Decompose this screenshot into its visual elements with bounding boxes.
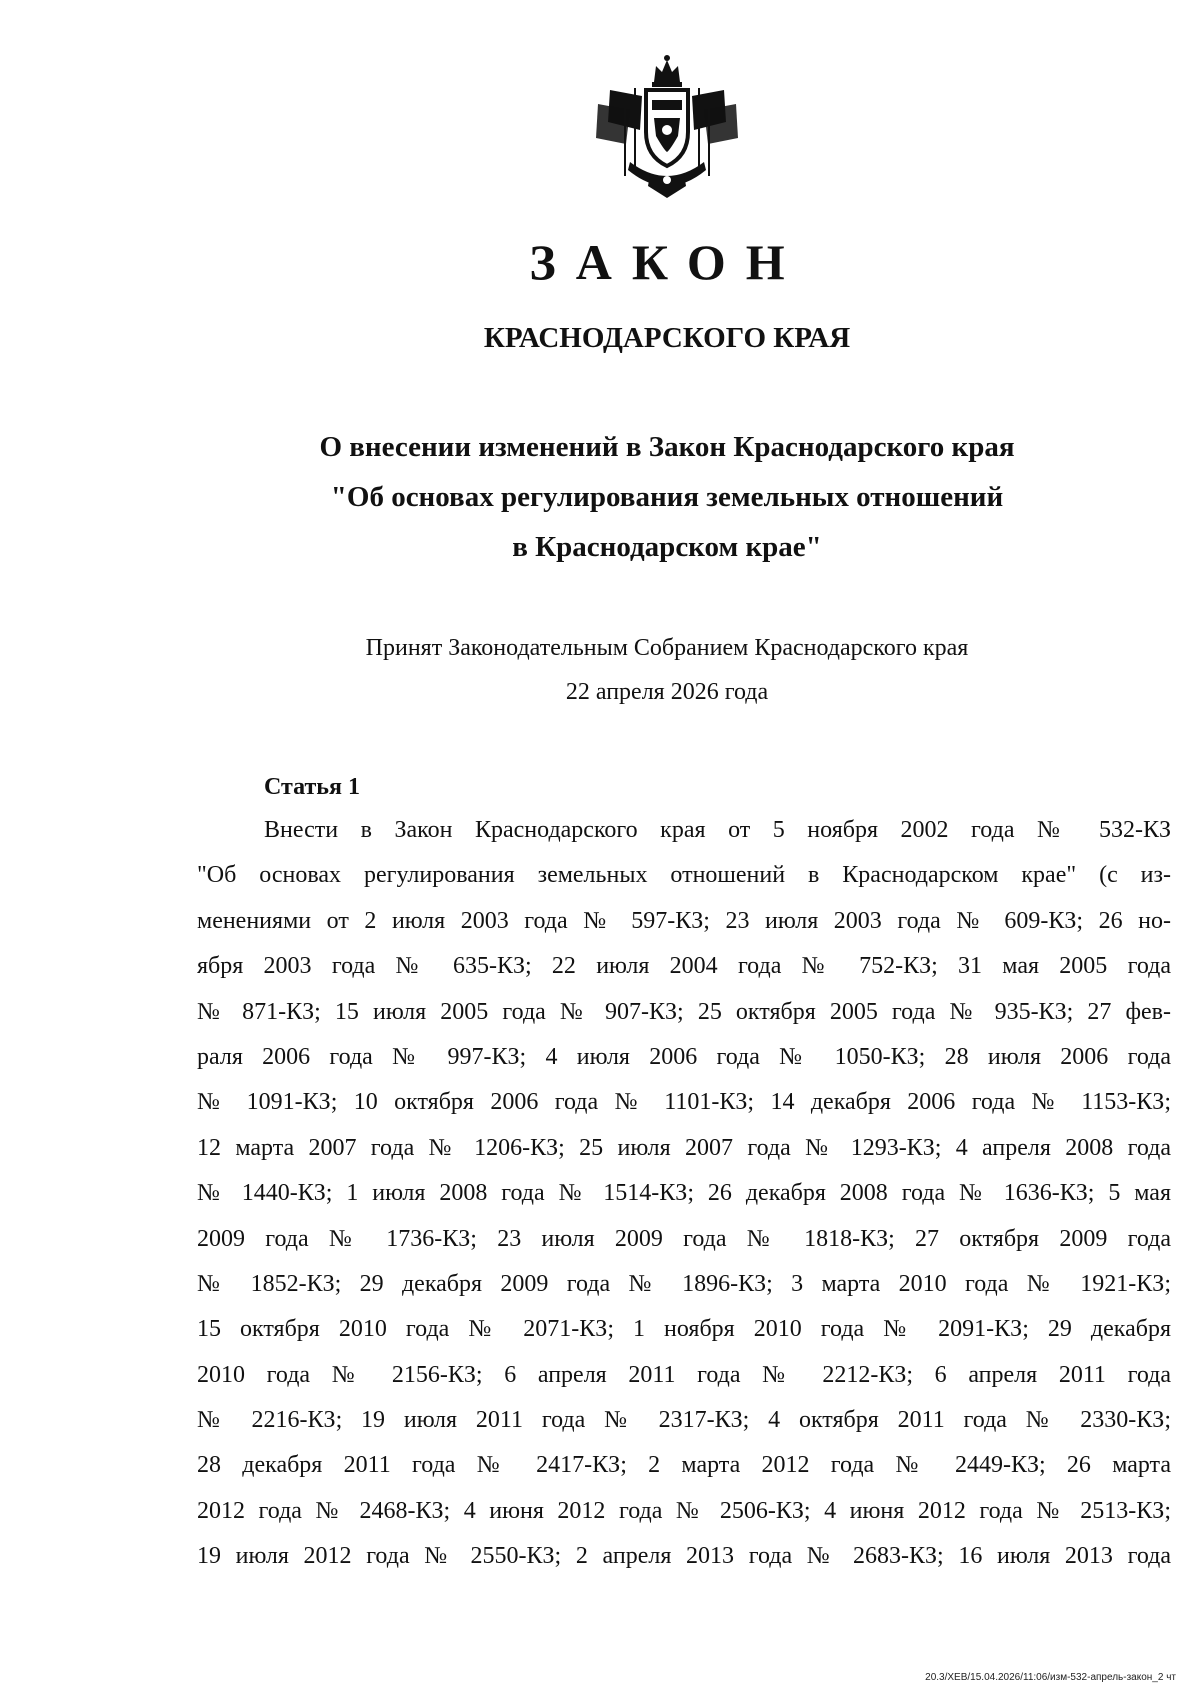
law-title-line: "Об основах регулирования земельных отношений bbox=[330, 481, 1004, 513]
body-text-line: 12 марта 2007 года № 1206-КЗ; 25 июля 2007 года № 1293-КЗ; 4 апреля 2008 года bbox=[197, 1134, 1171, 1161]
adoption-note bbox=[0, 626, 1200, 714]
body-text-line: 2012 года № 2468-КЗ; 4 июня 2012 года № 2506-КЗ; 4 июня 2012 года № 2513-КЗ; bbox=[197, 1497, 1171, 1524]
body-text-line: № 1852-КЗ; 29 декабря 2009 года № 1896-КЗ; 3 марта 2010 года № 1921-КЗ; bbox=[197, 1270, 1171, 1297]
coat-of-arms-icon bbox=[590, 52, 744, 202]
body-text-line: 28 декабря 2011 года № 2417-КЗ; 2 марта 2012 года № 2449-КЗ; 26 марта bbox=[197, 1452, 1171, 1479]
law-title-line: О внесении изменений в Закон Краснодарского края bbox=[319, 431, 1015, 463]
body-text-line: ября 2003 года № 635-КЗ; 22 июля 2004 года № 752-КЗ; 31 мая 2005 года bbox=[197, 953, 1171, 980]
body-text-line: 15 октября 2010 года № 2071-КЗ; 1 ноября 2010 года № 2091-КЗ; 29 декабря bbox=[197, 1316, 1171, 1343]
article-body bbox=[197, 808, 1171, 1580]
law-title bbox=[0, 422, 1200, 572]
law-title-line: в Краснодарском крае" bbox=[512, 531, 822, 563]
article-heading: Статья 1 bbox=[264, 774, 360, 800]
body-text-line: Внести в Закон Краснодарского края от 5 ноября 2002 года № 532-КЗ bbox=[264, 817, 1171, 843]
body-text-line: менениями от 2 июля 2003 года № 597-КЗ; 23 июля 2003 года № 609-КЗ; 26 но- bbox=[197, 907, 1171, 934]
body-text-line: раля 2006 года № 997-КЗ; 4 июля 2006 года № 1050-КЗ; 28 июля 2006 года bbox=[197, 1043, 1171, 1070]
adoption-date: 22 апреля 2026 года bbox=[565, 679, 769, 705]
body-text-line: 2009 года № 1736-КЗ; 23 июля 2009 года № 1818-КЗ; 27 октября 2009 года bbox=[197, 1225, 1171, 1252]
body-text-line: 19 июля 2012 года № 2550-КЗ; 2 апреля 2013 года № 2683-КЗ; 16 июля 2013 года bbox=[197, 1543, 1171, 1570]
footer-stamp: 20.3/ХЕВ/15.04.2026/11:06/изм-532-апрель-закон_2 чт bbox=[925, 1672, 1176, 1683]
body-text-line: № 2216-КЗ; 19 июля 2011 года № 2317-КЗ; 4 октября 2011 года № 2330-КЗ; bbox=[197, 1407, 1171, 1434]
body-text-line: № 1091-КЗ; 10 октября 2006 года № 1101-КЗ; 14 декабря 2006 года № 1153-КЗ; bbox=[197, 1089, 1171, 1116]
body-text-line: № 871-КЗ; 15 июля 2005 года № 907-КЗ; 25 октября 2005 года № 935-КЗ; 27 фев- bbox=[197, 998, 1171, 1025]
adopted-by: Принят Законодательным Собранием Краснодарского края bbox=[365, 635, 969, 661]
body-text-line: "Об основах регулирования земельных отношений в Краснодарском крае" (с из- bbox=[197, 862, 1171, 889]
body-text-line: 2010 года № 2156-КЗ; 6 апреля 2011 года № 2212-КЗ; 6 апреля 2011 года bbox=[197, 1361, 1171, 1388]
issuing-region: КРАСНОДАРСКОГО КРАЯ bbox=[483, 322, 851, 354]
document-type-heading: ЗАКОН bbox=[529, 234, 805, 290]
body-text-line: № 1440-КЗ; 1 июля 2008 года № 1514-КЗ; 26 декабря 2008 года № 1636-КЗ; 5 мая bbox=[197, 1180, 1171, 1207]
